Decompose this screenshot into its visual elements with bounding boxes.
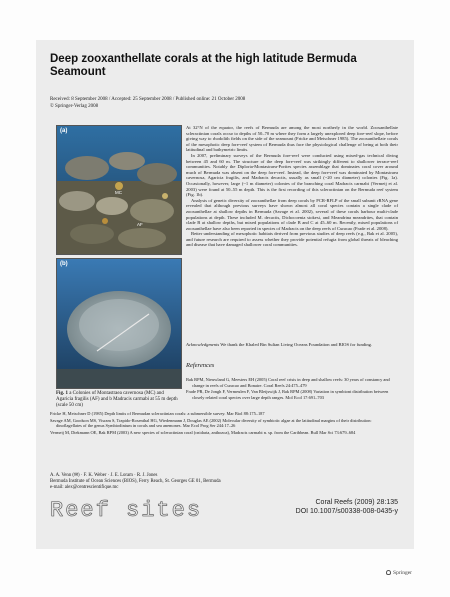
body-paragraph-2: In 2007, preliminary surveys of the Bermuda fore-reef were conducted using mixed-gas technical diving between 45 and 60 m. The structure of the deep fore-reef was strikingly different to shallower terrace-reef communities. Notably the Diploria-Montastraea-Porites species assemblage that dominates coral cover around much of Bermuda was absent on the deep fore-reef. Instead, the deep fore-reef was dominated by Montastraea cavernosa, Agaricia fragilis, and Madracis decactis, usually as small (~20 cm diameter) colonies (Fig. 1a). Occasionally, however, large (~1 m diameter) colonies of the branching coral Madracis carmabi (Vermeij et al. 2003) were found at 50–55 m depth. This is the first recording of this scleractinian on the Bermuda reef system (Fig. 1b). (186, 152, 398, 198)
figure-caption-text: a Colonies of Montastraea cavernosa (MC) and Agaricia fragilis (AF) and b Madracis carmabi at 55 m depth (scale 50 cm) (56, 391, 178, 408)
author-affiliation: Bermuda Institute of Ocean Sciences (BIOS), Ferry Reach, St. Georges GE 01, Bermuda (50, 479, 221, 484)
figure-panel-b-letter: (b) (60, 261, 68, 267)
journal-issue: Coral Reefs (2009) 28:135 (315, 499, 398, 506)
article-title: Deep zooxanthellate corals at the high latitude Bermuda Seamount (50, 53, 357, 78)
reference-item: Vermeij M, Diekmann OE, Bak RPM (2003) A new species of scleractinian coral (cnidaria, anthozoa), Madracis carmabi n. sp. from the Caribbean. Bull Mar Sci 73:679–684 (50, 430, 356, 436)
article-copyright: © Springer-Verlag 2008 (50, 103, 99, 109)
reference-item: Savage AM, Goodson MS, Visram S, Trapido-Rosenthal HG, Wiedenmann J, Douglas AE (2002) Molecular diversity of symbiotic algae at the latitudinal margins of their distribution: dinoflagellates of the genus Symbiodinium in corals and sea anemones. Mar Ecol Prog Ser 244:17–26 (50, 417, 372, 429)
figure-label-mc: MC (115, 190, 122, 195)
reference-item: Bak RPM, Nieuwland G, Meesters EH (2005) Coral reef crisis in deep and shallow reefs: 30 years of constancy and change in reefs of Curacao and Bonaire. Coral Reefs 24:475–479 (186, 377, 390, 388)
publisher-name: Springer (393, 570, 412, 576)
figure-photo-a (56, 125, 182, 255)
doi: DOI 10.1007/s00338-008-0435-y (295, 508, 398, 515)
body-paragraph-4: Better understanding of mesophotic habitats derived from previous studies of deep reefs (e.g., Bak et al. 2005), and future research are required to assess whether they provide potential refugia from global threats of bleaching and disease that have damaged shallower coral communities. (186, 231, 398, 248)
acknowledgments-label: Acknowledgments (186, 342, 220, 347)
references-heading: References (186, 362, 215, 369)
section-banner: Reef sites (50, 498, 203, 523)
references-list-wide (50, 411, 398, 437)
figure-caption-label: Fig. 1 (56, 391, 68, 396)
acknowledgments-text: We thank the Khaled Bin Sultan Living Oceans Foundation and BIOS for funding. (220, 342, 373, 347)
references-list-top (186, 377, 398, 402)
acknowledgments (186, 342, 398, 348)
publisher-logo (386, 570, 412, 576)
journal-citation (238, 498, 398, 516)
author-email: e-mail: alex@centrescientifique.mc (50, 485, 119, 490)
author-block (50, 473, 310, 491)
reference-item: Fricke H, Meischner D (1985) Depth limits of Bermudan scleractinian corals: a submersible survey. Mar Biol 88:175–187 (50, 411, 265, 416)
body-paragraph-3: Analysis of genetic diversity of zooxanthellae from deep corals by PCR-RFLP of the small subunit rRNA gene revealed that although previous surveys have shown almost all coral species contain a single clade of zooxanthellae at shallow depths in Bermuda (Savage et al. 2002), several of these corals harbour multi-clade populations at depth. These included M. decactis, Dichocoenia stokesi, and Meandrina meandrites, that contain clade B at shallow depths, but mixed populations of clade B and C at 45–60 m. Recently, mixed populations of zooxanthellae have also been reported in species of Madracis on the deep reefs of Curacao (Frade et al. 2008). (186, 197, 398, 231)
body-paragraph-1: At 32°N of the equator, the reefs of Bermuda are among the most northerly in the world. Zooxanthellate scleractinian corals occur to depths of 50–70 m where they form a largely unexplored deep fore-reef slope, before giving way to rhodolith fields on the side of the seamount (Fricke and Meischner 1985). The zooxanthellate corals of the mesophotic deep fore-reef system of Bermuda thus face the physiological challenge of being at both their latitudinal and bathymetric limits. (186, 125, 398, 153)
figure-caption (56, 391, 180, 409)
figure-photo-b (56, 258, 182, 389)
figure-panel-a-letter: (a) (60, 128, 68, 134)
reference-item: Frade PR, De Jongh F, Vermeulen F, Van Bleijswijk J, Bak RPM (2008) Variation in symbiont distribution between closely related coral species over large depth ranges. Mol Ecol 17:691–703 (186, 389, 389, 400)
article-body (186, 125, 398, 248)
reef-photo-b-illustration (57, 259, 181, 388)
springer-horse-icon (386, 570, 391, 575)
author-names: A. A. Venn (✉) · F. K. Weber · J. E. Loram · R. J. Jones (50, 473, 158, 478)
article-dates: Received: 8 September 2008 / Accepted: 25 September 2008 / Published online: 21 October 2008 (50, 97, 246, 102)
figure-label-af: AF (137, 222, 143, 227)
article-meta (50, 97, 390, 110)
